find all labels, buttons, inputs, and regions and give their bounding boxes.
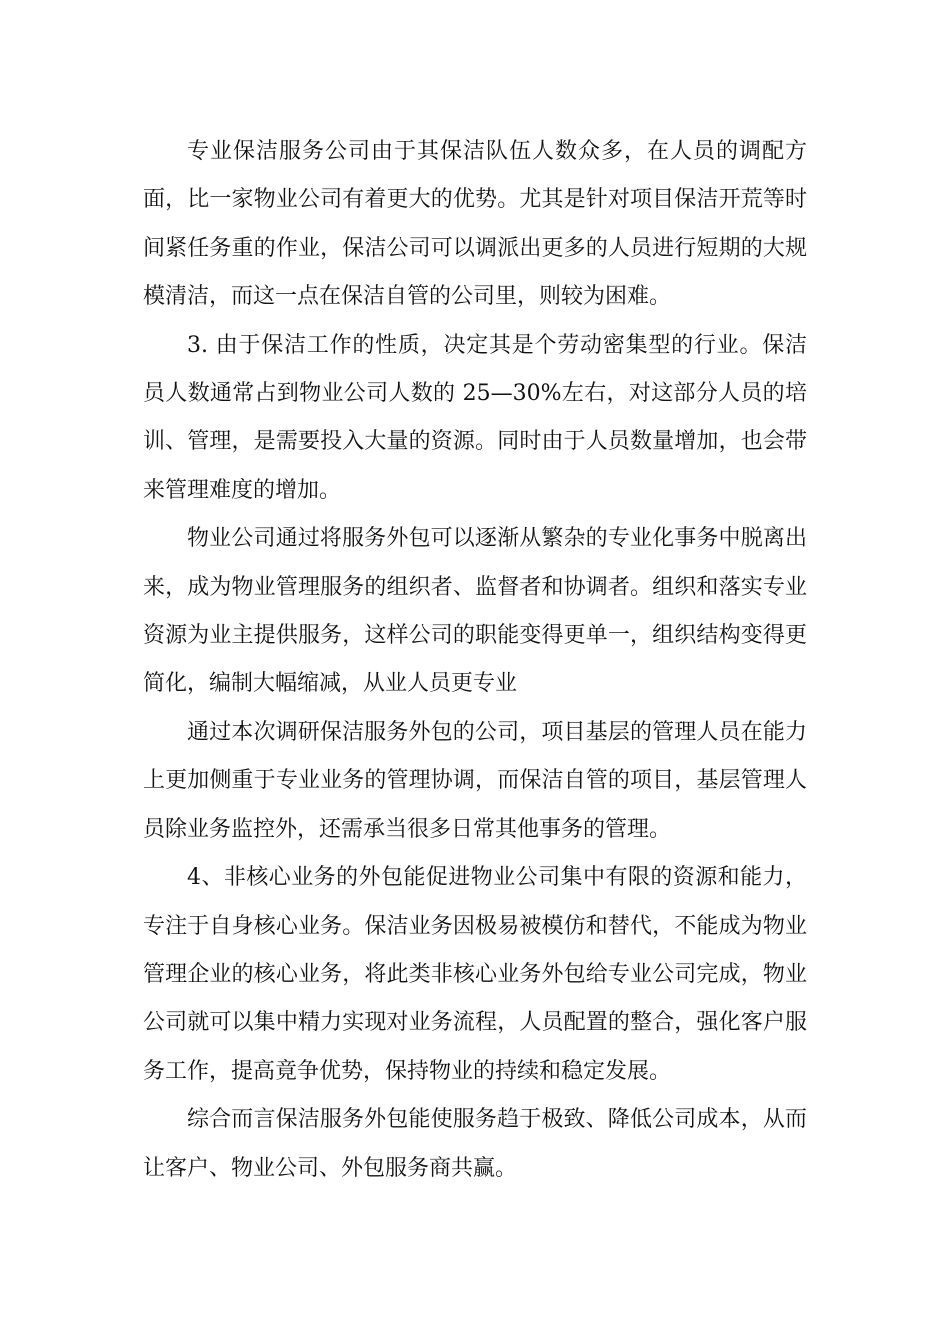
paragraph-3: 物业公司通过将服务外包可以逐渐从繁杂的专业化事务中脱离出来，成为物业管理服务的组织者、监督者和协调者。组织和落实专业资源为业主提供服务，这样公司的职能变得更单一，组织结构变得更简化，编制大幅缩减，从业人员更专业 (143, 526, 807, 697)
paragraph-6: 综合而言保洁服务外包能使服务趋于极致、降低公司成本，从而让客户、物业公司、外包服务商共赢。 (143, 1107, 807, 1181)
paragraph-5: 4、非核心业务的外包能促进物业公司集中有限的资源和能力，专注于自身核心业务。保洁业务因极易被模仿和替代，不能成为物业管理企业的核心业务，将此类非核心业务外包给专业公司完成，物业公司就可以集中精力实现对业务流程，人员配置的整合，强化客户服务工作，提高竟争优势，保持物业的持续和稳定发展。 (143, 865, 807, 1084)
paragraph-1: 专业保洁服务公司由于其保洁队伍人数众多，在人员的调配方面，比一家物业公司有着更大的优势。尤其是针对项目保洁开荒等时间紧任务重的作业，保洁公司可以调派出更多的人员进行短期的大规模清洁，而这一点在保洁自管的公司里，则较为困难。 (143, 139, 807, 310)
paragraph-2: 3. 由于保洁工作的性质，决定其是个劳动密集型的行业。保洁员人数通常占到物业公司人数的 25—30%左右，对这部分人员的培训、管理，是需要投入大量的资源。同时由于人员数量增加，也会带来管理难度的增加。 (143, 332, 807, 503)
paragraph-4: 通过本次调研保洁服务外包的公司，项目基层的管理人员在能力上更加侧重于专业业务的管理协调，而保洁自管的项目，基层管理人员除业务监控外，还需承当很多日常其他事务的管理。 (143, 719, 807, 842)
document-body (143, 128, 807, 1193)
